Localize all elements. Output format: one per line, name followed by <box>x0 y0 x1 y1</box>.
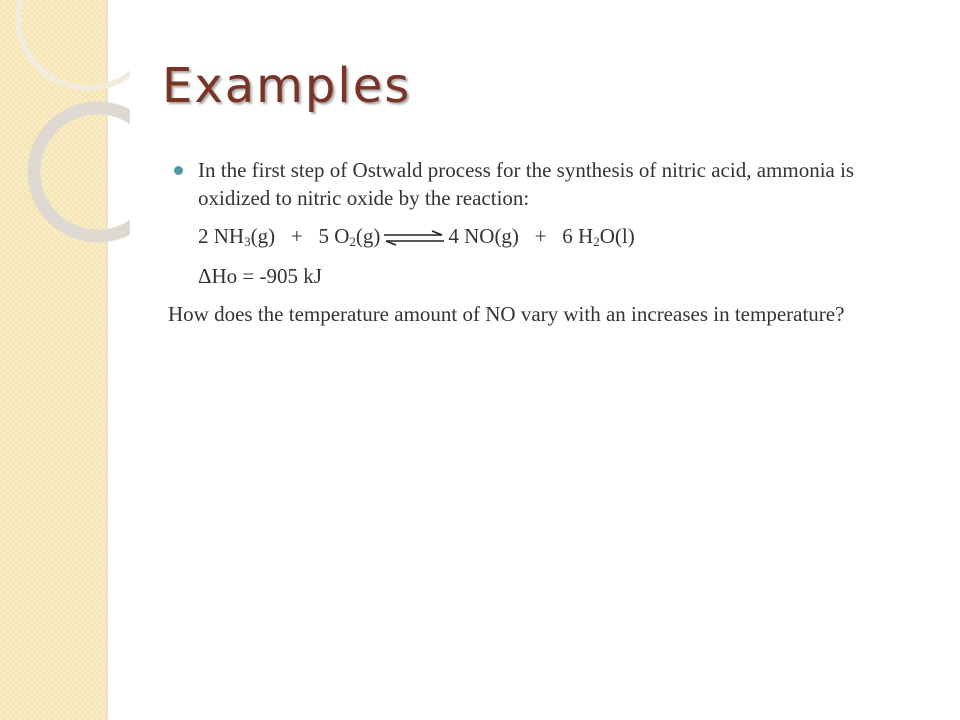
slide-title: Examples <box>162 58 412 114</box>
chemical-equation <box>198 222 902 250</box>
enthalpy-value: ΔHo = -905 kJ <box>198 264 322 288</box>
decorative-rings <box>0 0 130 260</box>
equilibrium-arrow-icon <box>382 230 446 246</box>
decorative-ring-top <box>18 0 130 88</box>
bullet-dot-icon <box>174 166 183 175</box>
question-text: How does the temperature amount of NO vary with an increases in temperature? <box>168 302 845 326</box>
plus-sign: + <box>290 224 303 248</box>
reactant-oxygen: 5 $O_2(g)$ <box>318 224 381 249</box>
slide-body <box>168 156 902 328</box>
product-water: 6 $H_2O(l)$ <box>562 224 635 249</box>
decorative-ring-bottom <box>34 108 130 236</box>
product-nitric-oxide: 4 NO(g) <box>448 224 519 248</box>
plus-sign: + <box>534 224 547 248</box>
bullet-item <box>172 156 902 212</box>
reactant-ammonia: 2 $NH_3(g)$ <box>198 224 276 249</box>
bullet-text: In the first step of Ostwald process for the synthesis of nitric acid, ammonia is oxidized to nitric oxide by the reaction: <box>198 158 855 210</box>
